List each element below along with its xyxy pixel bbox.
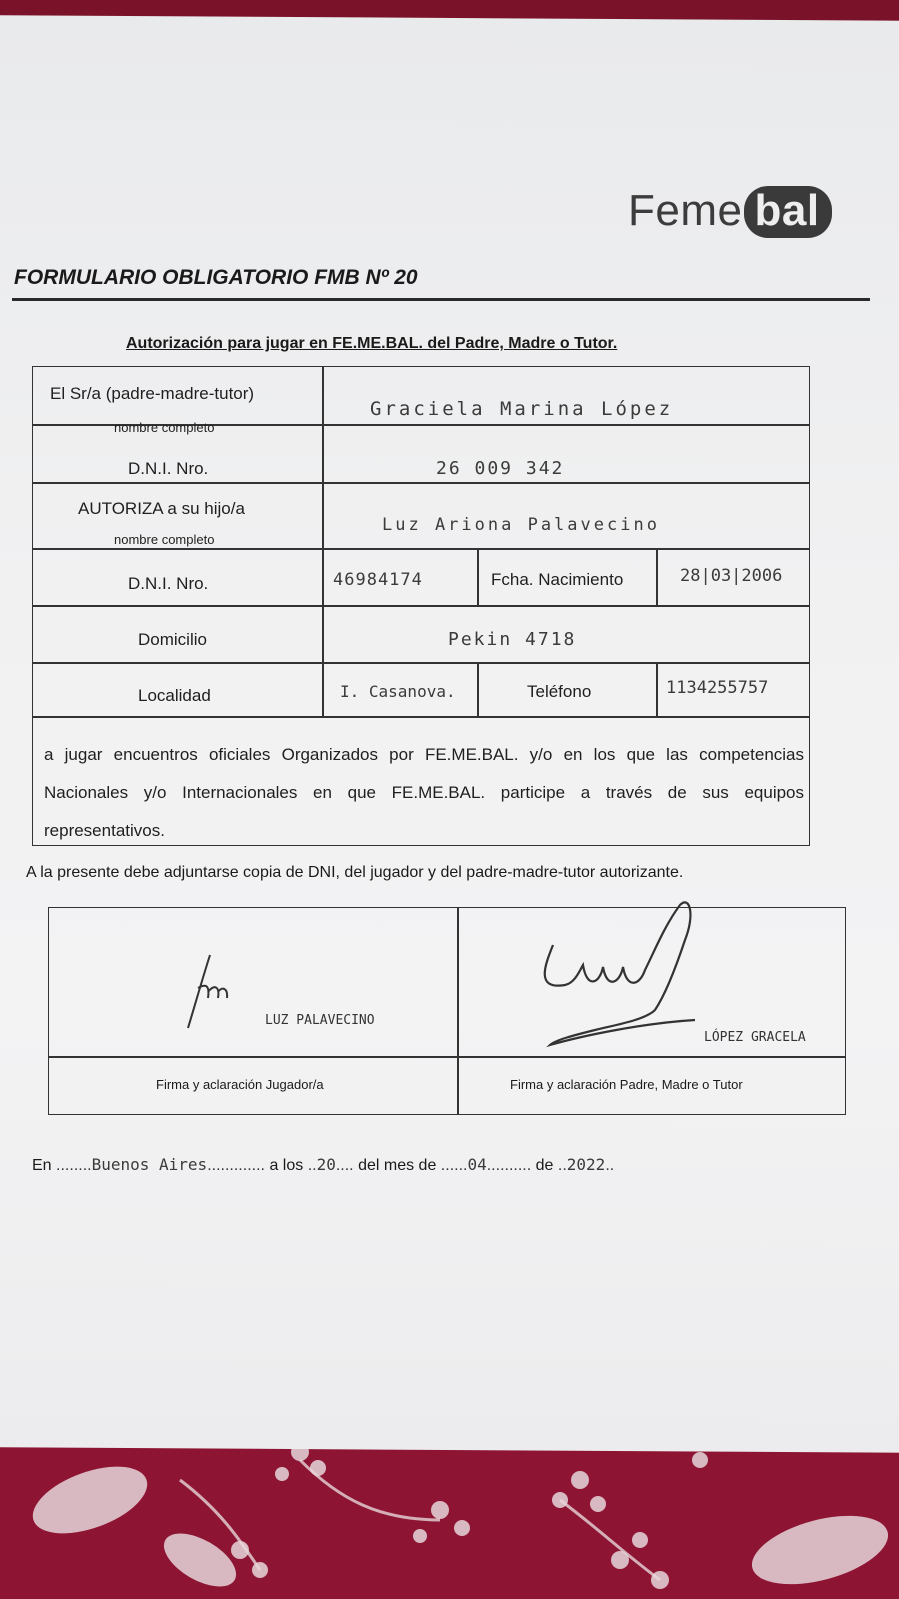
signature-column-divider (457, 907, 459, 1115)
table-column-divider (656, 548, 658, 605)
child-dni-label: D.N.I. Nro. (128, 574, 209, 593)
birth-date-label: Fcha. Nacimiento (491, 570, 624, 589)
table-column-divider (656, 662, 658, 716)
table-divider (32, 662, 810, 664)
guardian-signature (505, 895, 705, 1055)
attachment-note: A la presente debe adjuntarse copia de DNI, del jugador y del padre-madre-tutor autorizante. (26, 864, 684, 881)
city-label: Localidad (138, 686, 211, 705)
signature-divider (48, 1056, 846, 1058)
table-column-divider (477, 662, 479, 716)
table-divider (32, 548, 810, 550)
table-column-divider (322, 366, 324, 716)
parent-dni-value: 26 009 342 (436, 458, 565, 479)
child-dni-value: 46984174 (333, 570, 423, 590)
parent-label: El Sr/a (padre-madre-tutor) (50, 384, 255, 403)
closing-month-label: del mes de (358, 1157, 437, 1174)
table-divider (32, 482, 810, 484)
closing-at: a los (269, 1157, 304, 1174)
player-printed-name: LUZ PALAVECINO (265, 1013, 375, 1028)
birth-date-value: 28|03|2006 (680, 566, 783, 586)
table-divider (32, 716, 810, 718)
place-date-line: En ........Buenos Aires............. a los ..20.... del mes de ......04.......... de ..2022.. (32, 1155, 615, 1174)
phone-value: 1134255757 (666, 678, 769, 698)
authorization-text: a jugar encuentros oficiales Organizados por FE.ME.BAL. y/o en los que las competencias Nacionales y/o Internacionales en que FE.ME.BAL. participe a través de sus equipos representativos. (44, 745, 804, 840)
guardian-signature-caption: Firma y aclaración Padre, Madre o Tutor (510, 1077, 743, 1092)
child-name-value: Luz Ariona Palavecino (382, 515, 660, 535)
player-signature (150, 940, 260, 1040)
parent-sublabel: nombre completo (114, 420, 215, 435)
child-label: AUTORIZA a su hijo/a (78, 499, 245, 518)
city-value: I. Casanova. (340, 682, 456, 701)
player-signature-caption: Firma y aclaración Jugador/a (156, 1077, 324, 1092)
year-value: 2022 (566, 1155, 606, 1174)
form-subtitle: Autorización para jugar en FE.ME.BAL. del Padre, Madre o Tutor. (126, 335, 618, 352)
parent-name-value: Graciela Marina López (370, 398, 674, 420)
child-sublabel: nombre completo (114, 532, 215, 547)
title-rule (12, 298, 870, 301)
month-value: 04 (467, 1155, 487, 1174)
floral-pattern (0, 1440, 899, 1599)
parent-dni-label: D.N.I. Nro. (128, 459, 209, 478)
closing-prefix: En (32, 1157, 52, 1174)
phone-label: Teléfono (527, 682, 592, 701)
closing-year-label: de (535, 1157, 554, 1174)
table-divider (32, 605, 810, 607)
place-value: Buenos Aires (91, 1155, 208, 1174)
table-column-divider (477, 548, 479, 605)
background-floral-fabric (0, 1440, 899, 1599)
guardian-printed-name: LÓPEZ GRACELA (704, 1030, 806, 1045)
form-title: FORMULARIO OBLIGATORIO FMB Nº 20 (14, 266, 418, 289)
femebal-logo: Feme bal (628, 186, 832, 238)
day-value: 20 (316, 1155, 336, 1174)
address-label: Domicilio (138, 630, 207, 649)
address-value: Pekin 4718 (448, 629, 577, 650)
